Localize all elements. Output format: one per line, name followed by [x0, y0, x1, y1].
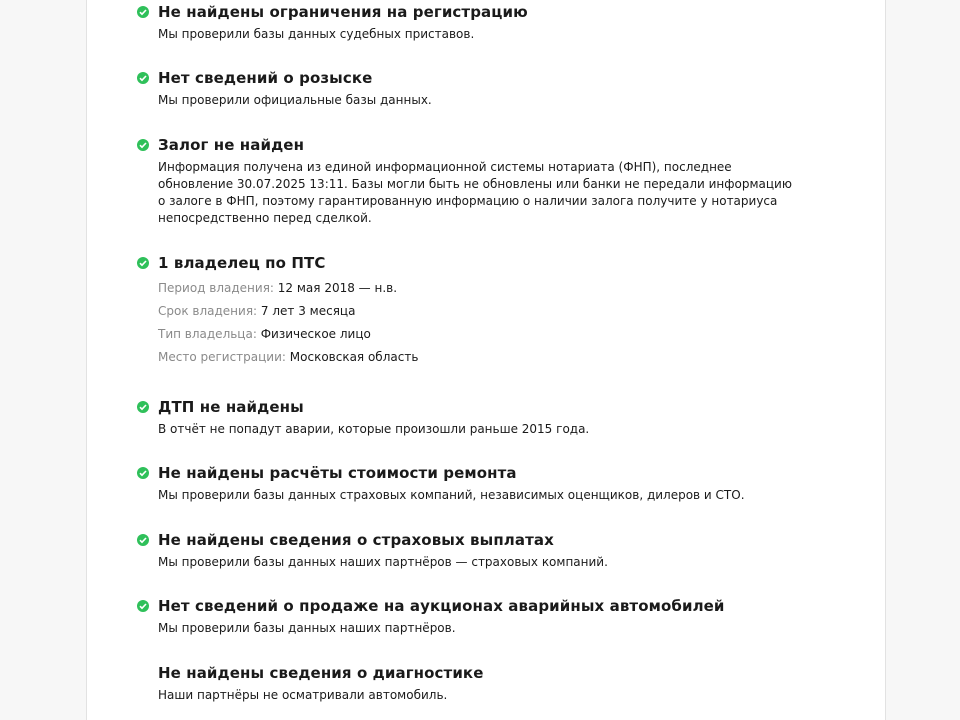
check-circle-icon — [137, 6, 149, 18]
check-item-auctions — [137, 595, 837, 637]
item-description: Мы проверили базы данных наших партнёров — страховых компаний. — [158, 555, 608, 569]
owner-row: Срок владения: 7 лет 3 месяца — [158, 304, 356, 318]
item-title: Не найдены сведения о диагностике — [158, 664, 484, 682]
item-description: Мы проверили официальные базы данных. — [158, 93, 432, 107]
item-description: Мы проверили базы данных наших партнёров. — [158, 621, 456, 635]
check-item-pledge — [137, 134, 837, 227]
check-circle-icon — [137, 72, 149, 84]
check-item-insurance — [137, 529, 837, 571]
item-description: В отчёт не попадут аварии, которые произошли раньше 2015 года. — [158, 422, 590, 436]
item-description: Информация получена из единой информационной системы нотариата (ФНП), последнее обновление 30.07.2025 13:11. Базы могли быть не обновлены или банки не передали информацию о залоге в ФНП, поэтому гарантированную информацию о наличии залога получите у нотариуса непосредственно перед сделкой. — [158, 160, 792, 225]
check-circle-icon — [137, 600, 149, 612]
check-item-repairs — [137, 462, 837, 504]
item-title: Залог не найден — [158, 136, 305, 154]
check-circle-icon — [137, 467, 149, 479]
owner-row: Тип владельца: Физическое лицо — [158, 327, 371, 341]
item-description: Мы проверили базы данных судебных приставов. — [158, 27, 475, 41]
check-circle-icon — [137, 257, 149, 269]
item-title: Не найдены расчёты стоимости ремонта — [158, 464, 517, 482]
check-item-registration — [137, 1, 837, 43]
item-title: Не найдены сведения о страховых выплатах — [158, 531, 554, 549]
item-title: Не найдены ограничения на регистрацию — [158, 3, 528, 21]
check-item-owners — [137, 252, 837, 366]
item-description: Наши партнёры не осматривали автомобиль. — [158, 688, 448, 702]
item-title: Нет сведений о продаже на аукционах аварийных автомобилей — [158, 597, 725, 615]
item-title: 1 владелец по ПТС — [158, 254, 326, 272]
owner-row: Период владения: 12 мая 2018 — н.в. — [158, 281, 398, 295]
check-item-diagnostics — [137, 662, 837, 704]
check-item-accidents — [137, 396, 837, 438]
check-circle-icon — [137, 401, 149, 413]
check-circle-icon — [137, 139, 149, 151]
owner-row: Место регистрации: Московская область — [158, 350, 419, 364]
item-title: ДТП не найдены — [158, 398, 304, 416]
check-circle-icon — [137, 534, 149, 546]
check-item-wanted — [137, 67, 837, 109]
report-card — [86, 0, 886, 720]
item-description: Мы проверили базы данных страховых компаний, независимых оценщиков, дилеров и СТО. — [158, 488, 745, 502]
item-title: Нет сведений о розыске — [158, 69, 373, 87]
